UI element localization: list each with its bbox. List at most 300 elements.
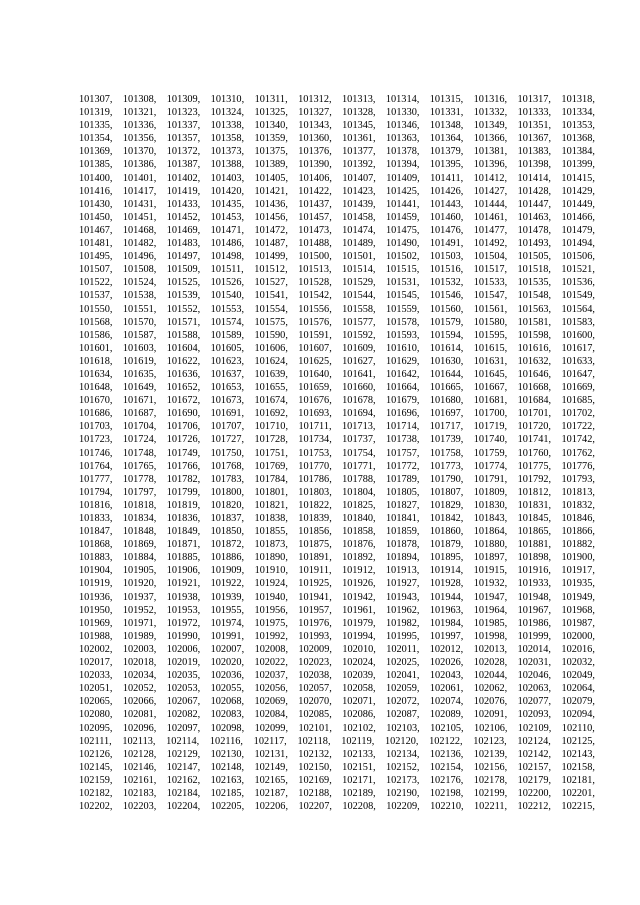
number-cell: 101629, [386,355,420,367]
number-cell: 101994, [342,630,376,642]
number-cell: 101769, [254,460,288,472]
number-cell: 101774, [473,460,508,472]
number-cell: 101971, [122,617,157,629]
number-cell: 102202, [79,801,113,813]
number-cell: 101311, [254,94,288,105]
number-cell: 101387, [166,159,201,171]
number-cell: 101964, [473,604,508,616]
number-cell: 102057, [298,683,332,695]
number-cell: 101456, [254,211,288,223]
number-cell: 101884, [122,552,157,564]
number-cell: 101537, [79,290,113,302]
number-row [79,355,595,368]
number-cell: 101600, [561,329,595,341]
number-cell: 101706, [166,421,201,433]
number-cell: 101976, [298,617,332,629]
number-cell: 101325, [254,107,288,119]
number-cell: 101427, [473,185,508,197]
number-cell: 101411, [430,172,464,184]
number-cell: 101961, [342,604,376,616]
number-cell: 101790, [429,473,464,485]
number-cell: 101894, [386,552,420,564]
number-cell: 102150, [298,761,332,773]
number-cell: 102076, [473,696,508,708]
number-cell: 101987, [561,617,595,629]
number-row [79,172,595,185]
number-cell: 102123, [473,735,507,747]
number-cell: 101532, [429,277,464,289]
number-cell: 101740, [473,434,508,446]
number-cell: 101483, [166,238,201,250]
number-cell: 101906, [166,565,201,577]
number-cell: 101383, [517,146,552,158]
number-cell: 102062, [473,683,508,695]
number-cell: 101552, [166,303,201,315]
number-cell: 101948, [517,591,552,603]
number-cell: 101770, [298,460,332,472]
number-cell: 101938, [166,591,201,603]
number-cell: 101559, [386,303,420,315]
number-cell: 101881, [517,539,552,551]
number-cell: 102023, [298,657,332,669]
number-cell: 101603, [122,342,157,354]
number-cell: 101488, [298,238,332,250]
number-cell: 101538, [122,290,157,302]
number-cell: 101417, [122,185,157,197]
number-cell: 102118, [297,735,331,747]
number-cell: 102049, [561,670,595,682]
number-cell: 101343, [298,120,332,132]
number-cell: 101321, [122,107,157,119]
number-row [79,761,595,774]
number-cell: 101622, [166,355,201,367]
number-cell: 101955, [210,604,245,616]
number-cell: 101927, [386,578,420,590]
number-cell: 102099, [254,722,289,734]
number-cell: 101461, [473,211,508,223]
number-row [79,499,595,512]
number-cell: 101702, [561,408,595,420]
number-cell: 101820, [210,499,245,511]
number-cell: 101997, [429,630,464,642]
number-cell: 101882, [561,539,595,551]
number-cell: 102039, [342,670,376,682]
number-cell: 101539, [166,290,201,302]
number-cell: 101845, [517,513,552,524]
number-cell: 101381, [473,146,508,158]
number-cell: 101866, [561,526,595,538]
number-cell: 101328, [342,107,376,119]
number-cell: 101789, [386,473,420,485]
number-cell: 101684, [517,395,552,407]
number-cell: 101614, [429,342,464,354]
number-cell: 101516, [429,264,464,276]
number-cell: 101791, [473,473,508,485]
number-row [79,394,595,407]
number-cell: 101739, [429,434,464,446]
number-cell: 101591, [298,329,332,341]
number-cell: 101624, [254,355,288,367]
number-cell: 101356, [122,133,157,145]
number-cell: 102129, [166,748,201,760]
number-cell: 101849, [166,526,201,538]
number-row [79,695,595,708]
number-cell: 102006, [166,643,201,655]
number-cell: 101414, [517,172,551,184]
number-cell: 102010, [342,643,376,655]
number-cell: 101402, [166,172,201,184]
number-cell: 101388, [210,159,245,171]
number-cell: 101885, [166,552,201,564]
number-cell: 101645, [473,368,508,380]
number-cell: 101364, [429,133,464,145]
number-cell: 101956, [254,604,288,616]
number-cell: 101860, [429,526,464,538]
number-cell: 102210, [430,801,464,813]
number-cell: 101794, [79,486,113,498]
number-cell: 101940, [254,591,288,603]
number-cell: 101319, [79,107,113,119]
number-cell: 101989, [122,630,157,642]
number-cell: 101858, [342,526,376,538]
number-cell: 101357, [166,133,201,145]
number-cell: 101633, [561,355,595,367]
number-cell: 101865, [517,526,552,538]
number-cell: 101875, [298,539,332,551]
number-cell: 102171, [342,774,376,786]
number-row [79,630,595,643]
number-cell: 102136, [429,748,464,760]
number-cell: 101590, [254,329,288,341]
number-cell: 101327, [298,107,332,119]
number-row [79,617,595,630]
number-cell: 101601, [79,342,113,354]
number-cell: 101433, [166,198,201,210]
number-cell: 101962, [386,604,420,616]
number-cell: 101346, [386,120,420,132]
number-cell: 101984, [429,617,464,629]
number-cell: 102096, [122,722,157,734]
number-cell: 101331, [429,107,464,119]
number-cell: 101805, [386,486,420,498]
number-cell: 101975, [254,617,288,629]
number-cell: 101541, [254,290,288,302]
number-cell: 101932, [473,578,508,590]
number-cell: 101818, [122,499,157,511]
number-cell: 101636, [166,368,201,380]
number-cell: 102206, [254,801,289,813]
number-cell: 101746, [79,447,113,459]
number-cell: 101420, [210,185,245,197]
number-cell: 102120, [384,735,419,747]
number-cell: 101693, [298,408,332,420]
number-cell: 101400, [79,172,113,184]
number-cell: 101581, [517,316,552,328]
number-cell: 102085, [298,709,332,721]
number-cell: 102017, [79,657,113,669]
number-cell: 101678, [342,395,376,407]
number-cell: 101876, [342,539,376,551]
number-cell: 102012, [429,643,464,655]
number-cell: 102025, [386,657,420,669]
number-cell: 101593, [386,329,420,341]
number-cell: 101968, [561,604,595,616]
number-row [79,289,595,302]
number-cell: 101457, [298,211,332,223]
number-cell: 102011, [386,643,420,655]
number-cell: 101631, [473,355,508,367]
number-cell: 101670, [79,395,113,407]
number-cell: 102128, [122,748,157,760]
number-cell: 101476, [429,224,464,236]
number-cell: 102207, [298,801,332,813]
number-cell: 101511, [210,264,244,276]
number-cell: 101717, [429,421,464,433]
number-cell: 102161, [122,774,157,786]
number-cell: 102203, [122,801,157,813]
number-cell: 101821, [254,499,288,511]
number-cell: 101749, [166,447,201,459]
number-cell: 101692, [254,408,288,420]
number-cell: 101494, [561,238,595,250]
number-cell: 101771, [342,460,376,472]
number-cell: 101982, [386,617,420,629]
number-cell: 101474, [342,224,376,236]
number-cell: 101952, [122,604,157,616]
number-cell: 101409, [386,172,420,184]
number-row [79,512,595,525]
number-cell: 101332, [473,107,508,119]
number-cell: 101504, [473,251,508,263]
number-cell: 101632, [517,355,552,367]
number-cell: 101943, [386,591,420,603]
number-cell: 101468, [122,224,157,236]
number-cell: 101430, [79,198,113,210]
number-cell: 102133, [342,748,376,760]
number-cell: 102058, [342,683,376,695]
number-cell: 102102, [342,722,376,734]
number-cell: 101990, [166,630,201,642]
number-cell: 101766, [166,460,201,472]
number-row [79,106,595,119]
number-cell: 101592, [342,329,376,341]
number-cell: 101801, [254,486,288,498]
number-cell: 101963, [429,604,464,616]
number-cell: 102003, [122,643,157,655]
number-cell: 101360, [298,133,332,145]
number-row [79,185,595,198]
number-row [79,669,595,682]
number-cell: 101723, [79,434,113,446]
number-cell: 101819, [166,499,201,511]
number-cell: 101583, [561,316,595,328]
number-cell: 101892, [342,552,376,564]
number-cell: 102204, [166,801,201,813]
number-row [79,486,595,499]
number-cell: 101514, [341,264,376,276]
number-cell: 102034, [122,670,157,682]
number-cell: 101859, [386,526,420,538]
number-cell: 102007, [210,643,245,655]
number-cell: 101506, [561,251,595,263]
number-cell: 101450, [79,211,113,223]
number-cell: 101604, [166,342,201,354]
number-cell: 101545, [386,290,420,302]
number-cell: 101986, [517,617,552,629]
number-cell: 101453, [210,211,245,223]
number-cell: 101568, [79,316,113,328]
number-cell: 101429, [561,185,595,197]
number-cell: 101720, [517,421,551,433]
number-cell: 101741, [517,434,552,446]
number-cell: 101503, [429,251,464,263]
number-cell: 101491, [429,238,464,250]
number-cell: 101950, [79,604,113,616]
number-cell: 101313, [341,94,376,105]
number-cell: 101522, [79,277,113,289]
number-cell: 101517, [473,264,508,276]
number-cell: 101748, [122,447,157,459]
number-cell: 101490, [386,238,420,250]
number-cell: 102095, [79,722,113,734]
number-cell: 101318, [561,94,595,105]
number-row [79,158,595,171]
number-cell: 101310, [210,94,245,105]
number-cell: 102053, [166,683,201,695]
number-cell: 101724, [122,434,157,446]
number-row [79,342,595,355]
number-cell: 101998, [473,630,508,642]
number-row [79,577,595,590]
number-cell: 101496, [122,251,157,263]
number-cell: 101674, [254,395,288,407]
number-cell: 101925, [298,578,332,590]
number-cell: 101786, [298,473,332,485]
number-cell: 101487, [254,238,288,250]
number-cell: 101373, [210,146,245,158]
number-cell: 101924, [254,578,288,590]
number-row [79,263,595,276]
number-cell: 102071, [342,696,376,708]
number-cell: 102094, [561,709,595,721]
number-cell: 101635, [122,368,157,380]
number-cell: 101499, [254,251,288,263]
number-cell: 101482, [122,238,157,250]
number-cell: 101873, [254,539,288,551]
number-cell: 101992, [254,630,288,642]
number-cell: 102189, [342,787,376,799]
number-cell: 102143, [561,748,595,760]
number-row [79,604,595,617]
number-row [79,250,595,263]
number-cell: 102032, [561,657,595,669]
number-cell: 101690, [166,408,201,420]
number-cell: 101788, [342,473,376,485]
number-cell: 101933, [517,578,552,590]
number-cell: 101422, [298,185,332,197]
number-cell: 101809, [473,486,508,498]
number-cell: 101652, [166,382,201,394]
number-cell: 101757, [386,447,420,459]
number-cell: 101913, [385,565,420,577]
number-cell: 102182, [79,787,113,799]
number-cell: 101575, [254,316,288,328]
number-row [79,564,595,577]
number-cell: 101607, [298,342,332,354]
number-cell: 101890, [254,552,288,564]
number-cell: 101832, [561,499,595,511]
number-cell: 101665, [429,382,464,394]
number-cell: 101398, [517,159,552,171]
number-cell: 101426, [429,185,464,197]
number-cell: 102145, [79,761,113,773]
number-cell: 101856, [298,526,332,538]
number-cell: 101384, [561,146,595,158]
number-cell: 101395, [429,159,464,171]
number-cell: 101714, [385,421,420,433]
number-cell: 101664, [386,382,420,394]
number-cell: 101949, [561,591,595,603]
number-cell: 102038, [298,670,332,682]
number-cell: 102152, [386,761,420,773]
number-cell: 101515, [385,264,420,276]
number-cell: 101939, [210,591,245,603]
number-cell: 102157, [517,761,552,773]
number-cell: 101848, [122,526,157,538]
number-cell: 101742, [561,434,595,446]
number-cell: 101498, [210,251,245,263]
number-cell: 101518, [517,264,551,276]
number-cell: 101972, [166,617,201,629]
number-cell: 102019, [166,657,201,669]
number-cell: 102124, [517,735,551,747]
number-cell: 102116, [209,735,243,747]
number-cell: 101345, [342,120,376,132]
number-cell: 101711, [298,421,332,433]
number-cell: 102059, [386,683,420,695]
number-cell: 102013, [473,643,508,655]
number-cell: 102159, [79,774,113,786]
number-cell: 101944, [429,591,464,603]
number-cell: 102134, [386,748,420,760]
number-cell: 102188, [298,787,332,799]
number-cell: 101979, [342,617,376,629]
number-cell: 101647, [561,368,595,380]
number-cell: 101653, [210,382,245,394]
number-cell: 101910, [254,565,289,577]
number-cell: 101527, [254,277,288,289]
number-cell: 102008, [254,643,289,655]
number-cell: 101691, [210,408,245,420]
number-cell: 101883, [79,552,113,564]
number-cell: 101879, [429,539,464,551]
number-cell: 101905, [122,565,157,577]
number-cell: 102044, [473,670,508,682]
number-row [79,682,595,695]
number-cell: 102119, [341,735,375,747]
number-cell: 101914, [429,565,464,577]
number-cell: 101912, [341,565,376,577]
number-cell: 101909, [210,565,245,577]
number-cell: 102086, [342,709,376,721]
number-cell: 101967, [517,604,552,616]
number-cell: 101406, [298,172,332,184]
number-cell: 102009, [298,643,332,655]
number-cell: 101334, [561,107,595,119]
number-cell: 101416, [79,185,113,197]
number-cell: 102052, [122,683,157,695]
number-cell: 101728, [254,434,288,446]
